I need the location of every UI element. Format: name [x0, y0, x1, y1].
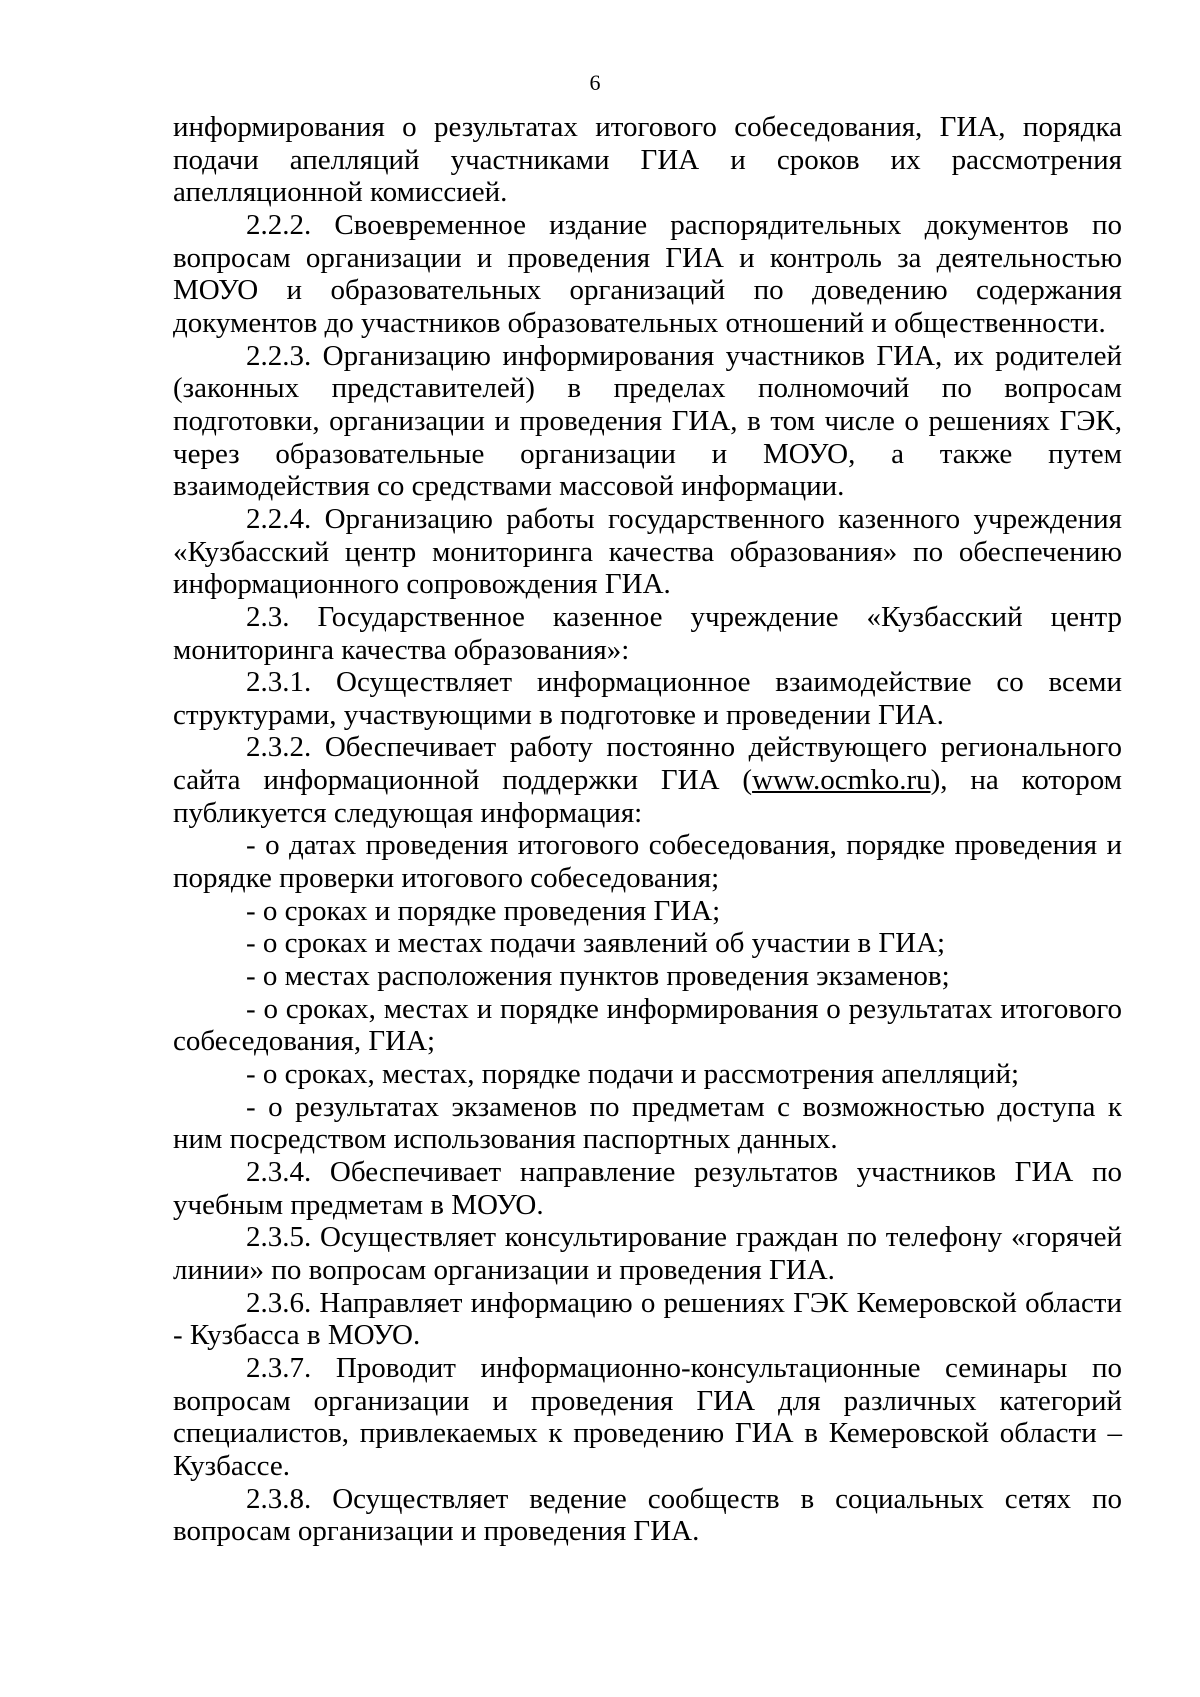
list-item-text: - о датах проведения итогового собеседования, порядке проведения и порядке проверки итогового собеседования;	[173, 829, 1122, 895]
clause-number: 2.3.2.	[246, 731, 312, 764]
list-item-text: - о местах расположения пунктов проведения экзаменов;	[246, 960, 950, 993]
list-item-text: - о сроках, местах, порядке подачи и рассмотрения апелляций;	[246, 1058, 1020, 1091]
paragraph-text: Проводит информационно-консультационные семинары по вопросам организации и проведения ГИА для различных категорий специалистов, привлекаемых к проведению ГИА в Кемеровской области – Кузбассе.	[173, 1351, 1123, 1482]
clause-number: 2.3.1.	[246, 666, 312, 699]
list-item	[173, 829, 1122, 894]
clause-number: 2.3.	[246, 600, 290, 633]
paragraph-2-2-2	[173, 209, 1122, 340]
list-item	[173, 960, 1122, 993]
body-text	[173, 111, 1122, 1548]
list-item-text: - о сроках, местах и порядке информирования о результатах итогового собеседования, ГИА;	[173, 992, 1122, 1058]
paragraph-2-3-2	[173, 731, 1122, 829]
list-item	[173, 1091, 1122, 1156]
paragraph-2-3-1	[173, 666, 1122, 731]
paragraph-continuation	[173, 111, 1122, 209]
list-item	[173, 895, 1122, 928]
paragraph-2-2-4	[173, 503, 1122, 601]
paragraph-text: Направляет информацию о решениях ГЭК Кемеровской области - Кузбасса в МОУО.	[173, 1286, 1123, 1352]
paragraph-text: Государственное казенное учреждение «Кузбасский центр мониторинга качества образования»:	[173, 600, 1123, 666]
clause-number: 2.3.8.	[246, 1482, 312, 1515]
paragraph-2-3-4	[173, 1156, 1122, 1221]
page-number: 6	[589, 70, 601, 95]
clause-number: 2.2.2.	[246, 208, 312, 241]
clause-number: 2.3.4.	[246, 1156, 312, 1188]
paragraph-2-3-8	[173, 1483, 1122, 1548]
paragraph-text: Обеспечивает направление результатов участников ГИА по учебным предметам в МОУО.	[173, 1156, 1123, 1221]
clause-number: 2.3.5.	[246, 1221, 312, 1254]
list-item-text: - о сроках и местах подачи заявлений об участии в ГИА;	[246, 927, 946, 960]
clause-number: 2.2.4.	[246, 502, 312, 535]
paragraph-text: ), на котором публикуется следующая информация:	[173, 764, 1122, 829]
paragraph-text: информирования о результатах итогового собеседования, ГИА, порядка подачи апелляций участниками ГИА и сроков их рассмотрения апелляционной комиссией.	[173, 111, 1122, 209]
paragraph-2-3	[173, 601, 1122, 666]
paragraph-2-3-6	[173, 1287, 1122, 1352]
paragraph-2-3-7	[173, 1352, 1122, 1483]
list-item	[173, 993, 1122, 1058]
clause-number: 2.3.6.	[246, 1286, 312, 1319]
paragraph-text: Осуществляет ведение сообществ в социальных сетях по вопросам организации и проведения ГИА.	[173, 1482, 1122, 1548]
clause-number: 2.3.7.	[246, 1351, 312, 1384]
list-item	[173, 1058, 1122, 1091]
paragraph-2-3-5	[173, 1221, 1122, 1286]
list-item-text: - о результатах экзаменов по предметам с возможностью доступа к ним посредством использования паспортных данных.	[173, 1090, 1122, 1156]
site-link[interactable]: www.ocmko.ru	[752, 764, 931, 797]
paragraph-text: Обеспечивает работу постоянно действующего регионального сайта информационной поддержки ГИА (	[173, 731, 1122, 797]
paragraph-text: Своевременное издание распорядительных документов по вопросам организации и проведения ГИА и контроль за деятельностью МОУО и образовательных организаций по доведению содержания документов до участников образовательных отношений и общественности.	[173, 208, 1123, 339]
list-item	[173, 927, 1122, 960]
paragraph-text: Организацию информирования участников ГИА, их родителей (законных представителей) в пределах полномочий по вопросам подготовки, организации и проведения ГИА, в том числе о решениях ГЭК, через образовательные организации и МОУО, а также путем взаимодействия со средствами массовой информации.	[173, 339, 1122, 503]
clause-number: 2.2.3.	[246, 339, 312, 372]
paragraph-text: Осуществляет консультирование граждан по телефону «горячей линии» по вопросам организации и проведения ГИА.	[173, 1221, 1123, 1286]
paragraph-text: Осуществляет информационное взаимодействие со всеми структурами, участвующими в подготовке и проведении ГИА.	[173, 666, 1123, 731]
list-item-text: - о сроках и порядке проведения ГИА;	[246, 894, 721, 927]
paragraph-2-2-3	[173, 340, 1122, 503]
paragraph-text: Организацию работы государственного казенного учреждения «Кузбасский центр мониторинга качества образования» по обеспечению информационного сопровождения ГИА.	[173, 502, 1123, 601]
